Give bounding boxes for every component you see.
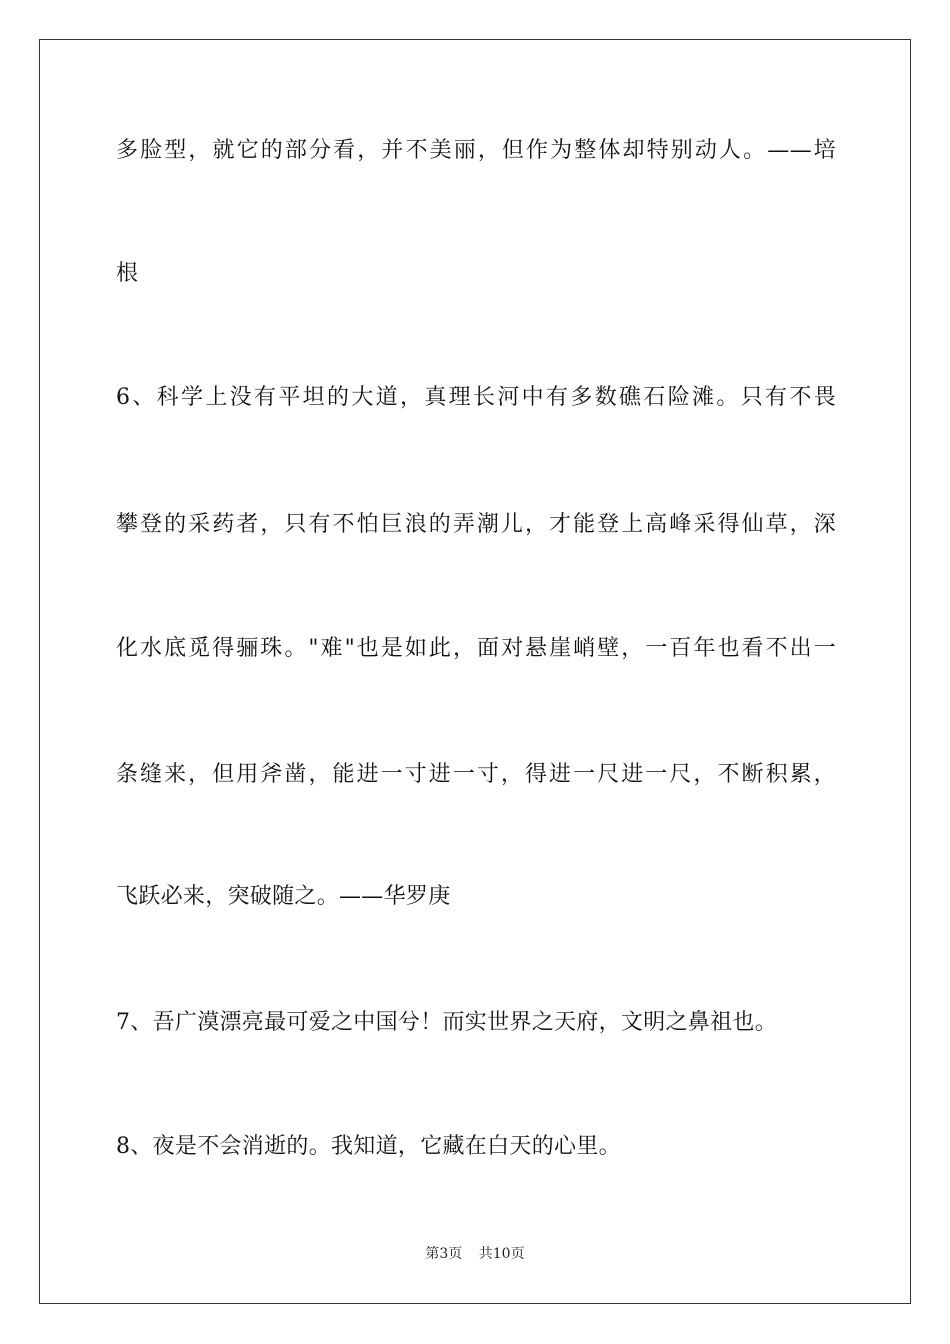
page-number: 第3页 [425, 1246, 463, 1262]
page-footer [0, 1244, 950, 1264]
text-line: 化水底觅得骊珠。"难"也是如此，面对悬崖峭壁，一百年也看不出一 [116, 636, 836, 661]
text-line: 根 [116, 261, 139, 286]
text-line: 飞跃必来，突破随之。——华罗庚 [116, 884, 451, 909]
text-line: 条缝来，但用斧凿，能进一寸进一寸，得进一尺进一尺，不断积累， [116, 762, 836, 787]
page-border [39, 39, 911, 1304]
text-line: 攀登的采药者，只有不怕巨浪的弄潮儿，才能登上高峰采得仙草，深 [116, 512, 836, 537]
page-total: 共10页 [478, 1246, 525, 1262]
text-line: 6、科学上没有平坦的大道，真理长河中有多数礁石险滩。只有不畏 [116, 385, 836, 410]
text-line: 7、吾广漠漂亮最可爱之中国兮！而实世界之天府，文明之鼻祖也。 [116, 1010, 777, 1035]
text-line: 多脸型，就它的部分看，并不美丽，但作为整体却特别动人。——培 [116, 138, 836, 163]
text-line: 8、夜是不会消逝的。我知道，它藏在白天的心里。 [116, 1134, 621, 1159]
